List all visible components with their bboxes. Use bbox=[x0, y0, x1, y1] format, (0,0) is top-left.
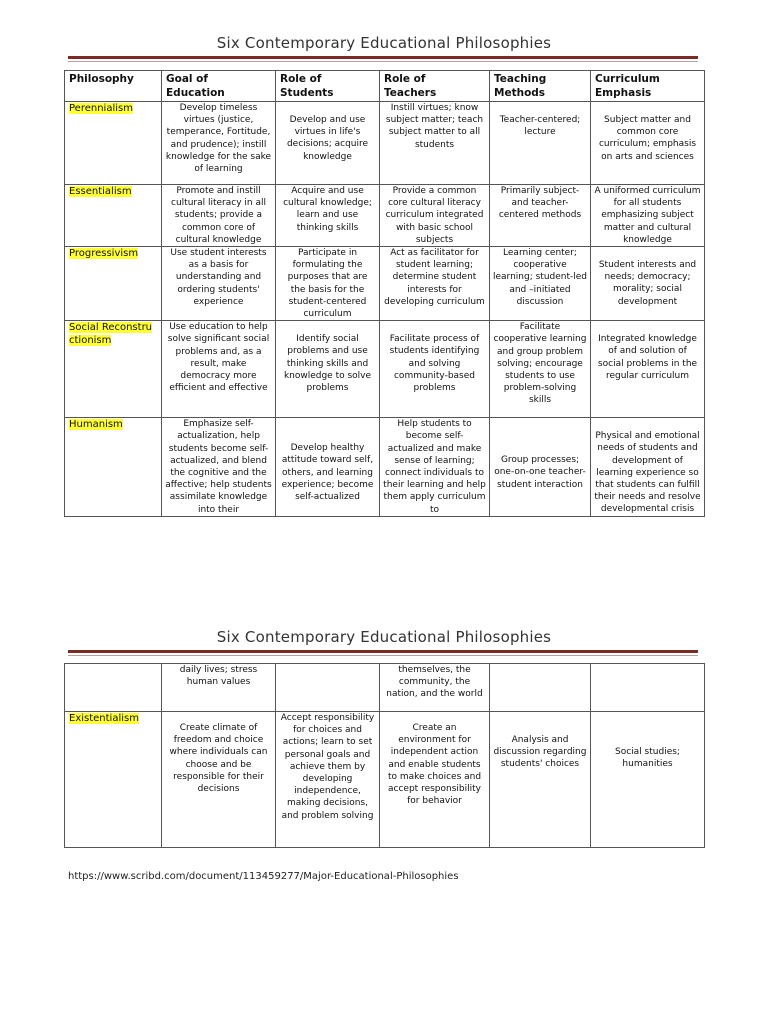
philosophy-cell bbox=[65, 247, 162, 321]
curriculum-cell bbox=[591, 712, 705, 848]
philosophy-cell bbox=[65, 185, 162, 247]
philosophy-cell bbox=[65, 102, 162, 185]
title-rule bbox=[68, 56, 698, 59]
students-cell: Acquire and use cultural knowledge; learn and use thinking skills bbox=[276, 185, 380, 247]
curriculum-text: Subject matter and common core curriculum; emphasis on arts and sciences bbox=[598, 115, 697, 162]
header-teachers-l2: Teachers bbox=[384, 87, 437, 99]
methods-cell bbox=[490, 712, 591, 848]
table-row bbox=[65, 321, 705, 418]
source-url[interactable]: https://www.scribd.com/document/113459277/Major-Educational-Philosophies bbox=[68, 871, 459, 882]
methods-text: Analysis and discussion regarding students' choices bbox=[493, 735, 587, 770]
title-rule-thin bbox=[68, 61, 698, 62]
goal-cell bbox=[162, 712, 276, 848]
header-methods-l1: Teaching bbox=[494, 73, 547, 85]
header-philosophy: Philosophy bbox=[65, 71, 162, 102]
students-cell bbox=[276, 102, 380, 185]
goal-cell: Promote and instill cultural literacy in all students; provide a common core of cultural knowledge bbox=[162, 185, 276, 247]
goal-text: Create climate of freedom and choice where individuals can choose and be responsible for their decisions bbox=[169, 723, 268, 795]
curriculum-text: Social studies; humanities bbox=[615, 747, 680, 770]
curriculum-text: Integrated knowledge of and solution of social problems in the regular curriculum bbox=[597, 334, 698, 381]
header-goal-l2: Education bbox=[166, 87, 225, 99]
philosophies-table-continued bbox=[64, 663, 705, 848]
curriculum-text: Physical and emotional needs of students and development of learning experience so that students can fulfill their needs and resolve developmental crisis bbox=[594, 431, 701, 515]
students-cell bbox=[276, 418, 380, 517]
header-teachers-l1: Role of bbox=[384, 73, 426, 85]
methods-text: Group processes; one-on-one teacher-student interaction bbox=[494, 455, 586, 490]
table-row-continuation bbox=[65, 664, 705, 712]
teachers-text: Facilitate process of students identifying and solving community-based problems bbox=[389, 334, 480, 394]
philosophy-name: Social Reconstructionism bbox=[69, 322, 153, 346]
methods-cell bbox=[490, 664, 591, 712]
teachers-text: Create an environment for independent action and enable students to make choices and accept responsibility for behavior bbox=[387, 723, 482, 807]
header-curriculum-l2: Emphasis bbox=[595, 87, 652, 99]
page-title: Six Contemporary Educational Philosophies bbox=[216, 34, 552, 52]
table-row bbox=[65, 247, 705, 321]
students-text: Develop healthy attitude toward self, others, and learning experience; become self-actualized bbox=[281, 443, 374, 503]
methods-cell bbox=[490, 418, 591, 517]
philosophy-name: Existentialism bbox=[69, 713, 139, 724]
header-students bbox=[276, 71, 380, 102]
header-teachers bbox=[380, 71, 490, 102]
curriculum-cell: A uniformed curriculum for all students emphasizing subject matter and cultural knowledge bbox=[591, 185, 705, 247]
goal-cell: Develop timeless virtues (justice, temperance, Fortitude, and prudence); instill knowledge for the sake of learning bbox=[162, 102, 276, 185]
page-title: Six Contemporary Educational Philosophies bbox=[216, 628, 552, 646]
header-goal bbox=[162, 71, 276, 102]
table-row bbox=[65, 418, 705, 517]
teachers-cell bbox=[380, 712, 490, 848]
philosophy-cell bbox=[65, 418, 162, 517]
curriculum-cell bbox=[591, 247, 705, 321]
philosophy-name: Essentialism bbox=[69, 186, 132, 197]
header-curriculum bbox=[591, 71, 705, 102]
table-row bbox=[65, 185, 705, 247]
teachers-cell: Help students to become self-actualized and make sense of learning; connect individuals to their learning and help them apply curriculum to bbox=[380, 418, 490, 517]
philosophy-cell bbox=[65, 321, 162, 418]
philosophy-name: Perennialism bbox=[69, 103, 133, 114]
students-text: Develop and use virtues in life's decisions; acquire knowledge bbox=[286, 115, 369, 162]
goal-cell: daily lives; stress human values bbox=[162, 664, 276, 712]
curriculum-cell bbox=[591, 418, 705, 517]
curriculum-cell bbox=[591, 102, 705, 185]
goal-cell: Emphasize self-actualization, help students become self-actualized, and blend the cognitive and the affective; help students assimilate knowledge into their bbox=[162, 418, 276, 517]
curriculum-text: Student interests and needs; democracy; morality; social development bbox=[598, 260, 697, 307]
header-students-l2: Students bbox=[280, 87, 334, 99]
students-cell: Accept responsibility for choices and actions; learn to set personal goals and achieve them by developing independence, making decisions, and problem solving bbox=[276, 712, 380, 848]
methods-text: Teacher-centered; lecture bbox=[499, 115, 581, 138]
header-methods bbox=[490, 71, 591, 102]
students-cell bbox=[276, 321, 380, 418]
students-cell: Participate in formulating the purposes that are the basis for the student-centered curriculum bbox=[276, 247, 380, 321]
teachers-cell: Instill virtues; know subject matter; teach subject matter to all students bbox=[380, 102, 490, 185]
teachers-cell: Provide a common core cultural literacy curriculum integrated with basic school subjects bbox=[380, 185, 490, 247]
goal-cell: Use education to help solve significant social problems and, as a result, make democracy more efficient and effective bbox=[162, 321, 276, 418]
teachers-cell: Act as facilitator for student learning; determine student interests for developing curriculum bbox=[380, 247, 490, 321]
goal-cell: Use student interests as a basis for understanding and ordering students' experience bbox=[162, 247, 276, 321]
curriculum-cell bbox=[591, 664, 705, 712]
header-curriculum-l1: Curriculum bbox=[595, 73, 660, 85]
philosophy-name: Progressivism bbox=[69, 248, 139, 260]
table-header-row bbox=[65, 71, 705, 102]
students-cell bbox=[276, 664, 380, 712]
methods-cell: Facilitate cooperative learning and group problem solving; encourage students to use problem-solving skills bbox=[490, 321, 591, 418]
teachers-cell: themselves, the community, the nation, and the world bbox=[380, 664, 490, 712]
philosophies-table bbox=[64, 70, 705, 517]
philosophy-cell bbox=[65, 664, 162, 712]
header-goal-l1: Goal of bbox=[166, 73, 208, 85]
methods-cell bbox=[490, 102, 591, 185]
philosophy-cell bbox=[65, 712, 162, 848]
table-row bbox=[65, 102, 705, 185]
methods-cell: Learning center; cooperative learning; student-led and –initiated discussion bbox=[490, 247, 591, 321]
teachers-cell bbox=[380, 321, 490, 418]
header-students-l1: Role of bbox=[280, 73, 322, 85]
curriculum-cell bbox=[591, 321, 705, 418]
philosophy-name: Humanism bbox=[69, 419, 123, 431]
students-text: Identify social problems and use thinking skills and knowledge to solve problems bbox=[283, 334, 372, 394]
methods-cell: Primarily subject- and teacher-centered methods bbox=[490, 185, 591, 247]
title-rule-thin bbox=[68, 655, 698, 656]
table-row bbox=[65, 712, 705, 848]
title-rule bbox=[68, 650, 698, 653]
header-methods-l2: Methods bbox=[494, 87, 546, 99]
